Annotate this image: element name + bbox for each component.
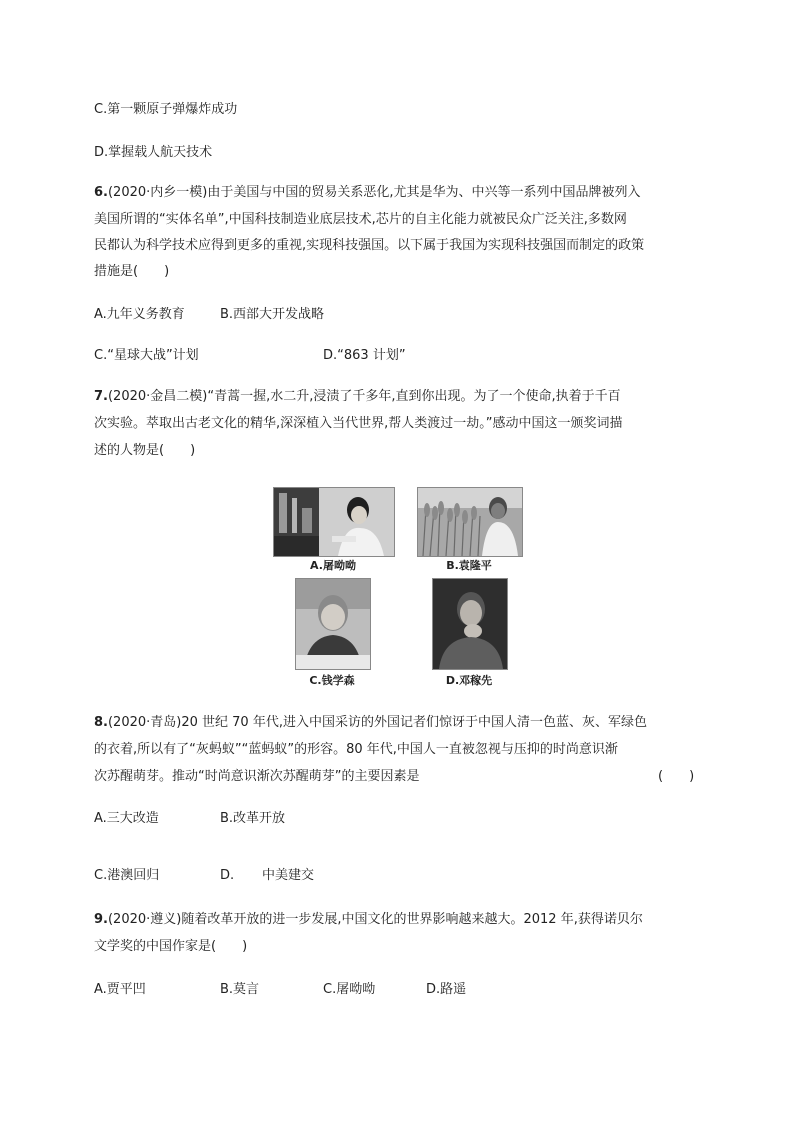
q7-text-1: (2020·金昌二模)“青蒿一握,水二升,浸渍了千多年,直到你出现。为了一个使命,执着于千百 — [107, 389, 621, 404]
photo-qian-xuesen — [295, 578, 371, 670]
q8-option-c: C.港澳回归 — [94, 868, 160, 883]
q8-line-1 — [94, 715, 647, 731]
q9-option-d: D.路遥 — [426, 982, 467, 997]
q6-text-1: (2020·内乡一模)由于美国与中国的贸易关系恶化,尤其是华为、中兴等一系列中国品牌被列入 — [107, 185, 641, 200]
caption-b: B.袁隆平 — [446, 559, 492, 572]
q7-line-1 — [94, 389, 621, 405]
q8-option-a: A.三大改造 — [94, 811, 159, 826]
q9-option-c: C.屠呦呦 — [323, 982, 376, 997]
photo-yuan-longping — [417, 487, 523, 557]
q6-option-a: A.九年义务教育 — [94, 307, 185, 322]
q6-number: 6. — [94, 185, 108, 200]
q7-line-3: 述的人物是( ) — [94, 443, 196, 458]
caption-c: C.钱学森 — [309, 674, 355, 687]
q7-number: 7. — [94, 389, 108, 404]
q8-number: 8. — [94, 715, 108, 730]
q8-answer-bracket: ( ) — [658, 769, 695, 784]
q9-option-a: A.贾平凹 — [94, 982, 146, 997]
q8-option-d-text: 中美建交 — [262, 868, 315, 883]
q8-line-3: 次苏醒萌芽。推动“时尚意识渐次苏醒萌芽”的主要因素是 — [94, 769, 420, 784]
q9-number: 9. — [94, 912, 108, 927]
q8-option-d-letter: D. — [220, 868, 235, 883]
q6-option-d: D.“863 计划” — [323, 348, 406, 363]
q8-option-b: B.改革开放 — [220, 811, 286, 826]
q6-line-4: 措施是( ) — [94, 264, 170, 279]
q9-line-2: 文学奖的中国作家是( ) — [94, 939, 248, 954]
q6-option-b: B.西部大开发战略 — [220, 307, 325, 322]
q6-option-c: C.“星球大战”计划 — [94, 348, 199, 363]
q8-line-2: 的衣着,所以有了“灰蚂蚁”“蓝蚂蚁”的形容。80 年代,中国人一直被忽视与压抑的时尚意识渐 — [94, 742, 618, 757]
photo-deng-jiaxian — [432, 578, 508, 670]
q8-text-1: (2020·青岛)20 世纪 70 年代,进入中国采访的外国记者们惊讶于中国人清一色蓝、灰、军绿色 — [107, 715, 647, 730]
q9-option-b: B.莫言 — [220, 982, 260, 997]
q6-line-2: 美国所谓的“实体名单”,中国科技制造业底层技术,芯片的自主化能力就被民众广泛关注,多数网 — [94, 212, 627, 227]
q9-text-1: (2020·遵义)随着改革开放的进一步发展,中国文化的世界影响越来越大。2012 年,获得诺贝尔 — [107, 912, 643, 927]
photo-tu-youyou — [273, 487, 395, 557]
q7-line-2: 次实验。萃取出古老文化的精华,深深植入当代世界,帮人类渡过一劫。”感动中国这一颁奖词描 — [94, 416, 623, 431]
caption-a: A.屠呦呦 — [310, 559, 356, 572]
q6-line-3: 民都认为科学技术应得到更多的重视,实现科技强国。以下属于我国为实现科技强国而制定的政策 — [94, 238, 645, 253]
q9-line-1 — [94, 912, 643, 928]
option-d-prev: D.掌握载人航天技术 — [94, 145, 213, 160]
q6-line-1 — [94, 185, 640, 201]
option-c-prev: C.第一颗原子弹爆炸成功 — [94, 102, 238, 117]
caption-d: D.邓稼先 — [445, 674, 493, 687]
